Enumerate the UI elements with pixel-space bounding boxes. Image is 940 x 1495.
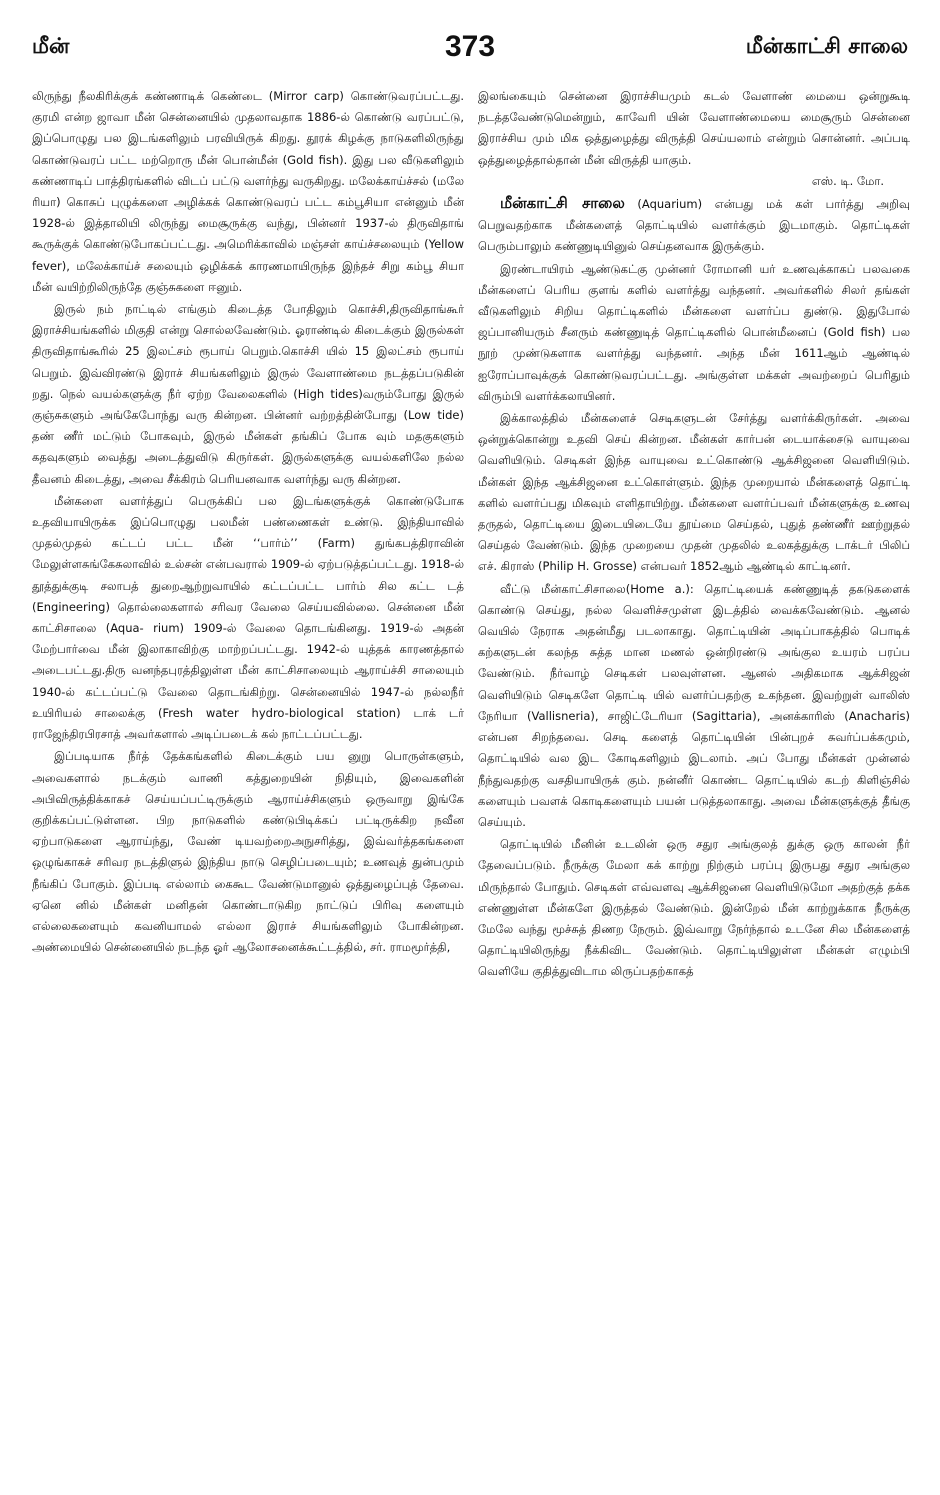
left-paragraph-1: லிருந்து நீலகிரிக்குக் கண்ணாடிக் கெண்டை (Mirror carp) கொண்டுவரப்பட்டது. குரமி என்ற ஜாவா மீன் சென்னையில் முதலாவதாக 1886-ல் கொண்டு வரப்பட்டு, இப்பொழுது பல இடங்களிலும் பரவியிருக் கிறது. தூரக் கிழக்கு நாடுகளிலிருந்து கொண்டுவரப் பட்ட மற்றொரு மீன் பொன்மீன் (Gold fish). இது பல வீடுகளிலும் கண்ணாடிப் பாத்திரங்களில் விடப் பட்டு வளர்ந்து வருகிறது. மலேக்காய்ச்சல் (மலே ரியா) கொசுப் புழுக்களை அழிக்கக் கொண்டுவரப் பட்ட கம்பூசியா என்னும் மீன் 1928-ல் இத்தாலியி லிருந்து மைசூருக்கு வந்து, பின்னர் 1937-ல் திருவிதாங் கூருக்குக் கொண்டுபோகப்பட்டது. அமெரிக்காவில் மஞ்சள் காய்ச்சலையும் (Yellow fever), மலேக்காய்ச் சலையும் ஒழிக்கக் காரணமாயிருந்த இந்தச் சிறு கம்பூ சியா மீன் வயிற்றிலிருந்தே குஞ்சுகளை ஈனும். xyxy=(32,89,464,294)
right-paragraph-4: தொட்டியில் மீனின் உடலின் ஒரு சதுர அங்குலத் துக்கு ஒரு காலன் நீர் தேவைப்படும். நீருக்கு மேலா கக் காற்று நிற்கும் பரப்பு இருபது சதுர அங்குல மிருந்தால் போதும். செடிகள் எவ்வளவு ஆக்சிஜனை வெளியிடுமோ அதற்குத் தக்க எண்ணுள்ள மீன்களே இருத்தல் வேண்டும். இன்றேல் மீன் காற்றுக்காக நீருக்கு மேலே வந்து மூச்சுத் திணற நேரும். இவ்வாறு நேர்ந்தால் உடனே சில மீன்களைத் தொட்டியிலிருந்து நீக்கிவிட வேண்டும். தொட்டியிலுள்ள மீன்கள் எழும்பி வெளியே குதித்துவிடாம லிருப்பதற்காகத் xyxy=(478,837,910,979)
header-right-keyword: மீன்காட்சி சாலை xyxy=(745,34,908,58)
right-column xyxy=(478,86,910,1487)
continuation-text: இலங்கையும் சென்னை இராச்சியமும் கடல் வேளாண் மையை ஒன்றுகூடி நடத்தவேண்டுமென்றும், காவேரி யின் வேளாண்மையை மைசூரும் சென்னை இராச்சிய மும் மிக ஒத்துழைத்து விருத்தி செய்யலாம் என்றும் சொன்னர். அப்படி ஒத்துழைத்தால்தான் மீன் விருத்தி யாகும். xyxy=(478,89,910,167)
entry-heading: மீன்காட்சி சாலை xyxy=(500,194,625,213)
right-paragraph-1: இரண்டாயிரம் ஆண்டுகட்கு முன்னர் ரோமானி யர் உணவுக்காகப் பலவகை மீன்களைப் பெரிய குளங் களில் வளர்த்து வந்தனர். அவர்களில் சிலர் தங்கள் வீடுகளிலும் சிறிய தொட்டிகளில் மீன்களை வளர்ப்ப துண்டு. இதுபோல் ஜப்பானியரும் சீனரும் கண்ணுடித் தொட்டிகளில் பொன்மீனைப் (Gold fish) பல நூற் முண்டுகளாக வளர்த்து வந்தனர். அந்த மீன் 1611ஆம் ஆண்டில் ஐரோப்பாவுக்குக் கொண்டுவரப்பட்டது. அங்குள்ள மக்கள் அவற்றைப் பெரிதும் விரும்பி வளர்க்கலாயினர். xyxy=(478,261,910,403)
running-head xyxy=(32,30,908,70)
author-initials: எஸ். டி. மோ. xyxy=(811,173,884,188)
entry-intro-text: (Aquarium) என்பது மக் கள் பார்த்து அறிவு பெறுவதற்காக மீன்களைத் தொட்டியில் வளர்க்கும் இடமாகும். தொட்டிகள் பெரும்பாலும் கண்ணுடியினுல் செய்தனவாக இருக்கும். xyxy=(478,197,910,254)
text-columns xyxy=(32,86,910,1487)
left-paragraph-3: மீன்களை வளர்த்துப் பெருக்கிப் பல இடங்களுக்குக் கொண்டுபோக உதவியாயிருக்க இப்பொழுது பலமீன் பண்ணைகள் உண்டு. இந்தியாவில் முதல்முதல் கட்டப் பட்ட மீன் ‘‘பார்ம்’’ (Farm) துங்கபத்திராவின் மேலுள்ளசுங்கேசுலாவில் உல்சன் என்பவரால் 1909-ல் ஏற்படுத்தப்பட்டது. 1918-ல் தூத்துக்குடி சலாபத் துறைஆற்றுவாயில் கட்டப்பட்ட பார்ம் சில கட்ட டத் (Engineering) தொல்லைகளால் சரிவர வேலை செய்யவில்லை. சென்னை மீன் காட்சிசாலை (Aqua- rium) 1909-ல் வேலை தொடங்கினது. 1919-ல் அதன் மேற்பார்வை மீன் இலாகாவிற்கு மாற்றப்பட்டது. 1942-ல் யுத்தக் காரணத்தால் அடைபட்டது.திரு வனந்தபுரத்திலுள்ள மீன் காட்சிசாலையும் ஆராய்ச்சி சாலையும் 1940-ல் கட்டப்பட்டு வேலை தொடங்கிற்று. சென்னையில் 1947-ல் நல்லநீர் உயிரியல் சாலைக்கு (Fresh water hydro-biological station) டாக் டர் ராஜேந்திரபிரசாத் அவர்களால் அடிப்படைக் கல் நாட்டப்பட்டது. xyxy=(32,493,464,742)
left-paragraph-4: இப்படியாக நீர்த் தேக்கங்களில் கிடைக்கும் பய னுறு பொருள்களும், அவைகளால் நடக்கும் வாணி கத்துறையின் நிதியும், இவைகளின் அபிவிருத்திக்காகச் செய்யப்பட்டிருக்கும் ஆராய்ச்சிகளும் ஒருவாறு இங்கே குறிக்கப்பட்டுள்ளன. பிற நாடுகளில் கண்டுபிடிக்கப் பட்டிருக்கிற நவீன ஏற்பாடுகளை ஆராய்ந்து, வேண் டியவற்றைஅநுசரித்து, இவ்வர்த்தகங்களை ஒழுங்காகச் சரிவர நடத்திளுல் இந்திய நாடு செழிப்படையும்; உணவுத் துன்பமும் நீங்கிப் போகும். இப்படி எல்லாம் கைகூட வேண்டுமானுல் ஒத்துழைப்புத் தேவை. ஏனெ னில் மீன்கள் மனிதன் கொண்டாடுகிற நாட்டுப் பிரிவு களையும் எல்லைகளையும் கவனியாமல் எல்லா இராச் சியங்களிலும் போகின்றன. அண்மையில் சென்னையில் நடந்த ஓர் ஆலோசனைக்கூட்டத்தில், சர். ராமமூர்த்தி, xyxy=(32,749,464,955)
right-continuation-paragraph xyxy=(478,86,910,192)
right-paragraph-2: இக்காலத்தில் மீன்களைச் செடிகளுடன் சேர்த்து வளர்க்கிருர்கள். அவை ஒன்றுக்கொன்று உதவி செய் கின்றன. மீன்கள் கார்பன் டையாக்சைடு வாயுவை வெளியிடும். செடிகள் இந்த வாயுவை உட்கொண்டு ஆக்சிஜனை வெளியிடும். மீன்கள் இந்த ஆக்சிஜனை உட்கொள்ளும். இந்த முறையால் மீன்களைத் தொட்டி களில் வளர்ப்பது மிகவும் எளிதாயிற்று. மீன்களை வளர்ப்பவர் மீன்களுக்கு உணவு தருதல், தொட்டியை இடையிடையே தூய்மை செய்தல், புதுத் தண்ணீர் ஊற்றுதல் செய்தல் வேண்டும். இந்த முறையை முதன் முதலில் உலகத்துக்கு டாக்டர் பிலிப் எச். கிராஸ் (Philip H. Grosse) என்பவர் 1852ஆம் ஆண்டில் காட்டினர். xyxy=(478,411,910,574)
aquarium-entry-intro xyxy=(478,193,910,258)
header-left-keyword: மீன் xyxy=(32,34,70,58)
left-paragraph-2: இருல் நம் நாட்டில் எங்கும் கிடைத்த போதிலும் கொச்சி,திருவிதாங்கூர் இராச்சியங்களில் மிகுதி என்று சொல்லவேண்டும். ஓராண்டில் கிடைக்கும் இருல்கள் திருவிதாங்கூரில் 25 இலட்சம் ரூபாய் பெறும்.கொச்சி யில் 15 இலட்சம் ரூபாய் பெறும். இவ்விரண்டு இராச் சியங்களிலும் இருல் வேளாண்மை நடத்தப்படுகின் றது. நெல் வயல்களுக்கு நீர் ஏற்ற வேலைகளில் (High tides)வரும்போது இருல் குஞ்சுகளும் அங்கேபோந்து வரு கின்றன. பின்னர் வற்றத்தின்போது (Low tide) தண் ணீர் மட்டும் போகவும், இருல் மீன்கள் தங்கிப் போக வும் மதகுகளும் கதவுகளும் வைத்து அடைத்துவிடு கிருர்கள். இருல்களுக்கு வயல்களிலே நல்ல தீவனம் கிடைத்து, அவை சீக்கிரம் பெரியனவாக வளர்ந்து வரு கின்றன. xyxy=(32,302,464,486)
right-paragraph-3: வீட்டு மீன்காட்சிசாலை(Home a.): தொட்டியைக் கண்ணுடித் தகடுகளைக் கொண்டு செய்து, நல்ல வெளிச்சமுள்ள இடத்தில் வைக்கவேண்டும். ஆனல் வெயில் நேராக அதன்மீது படலாகாது. தொட்டியின் அடிப்பாகத்தில் பொடிக் கற்களுடன் கலந்த சுத்த மான மணல் ஒன்றிரண்டு அங்குல உயரம் பரப்ப வேண்டும். நீர்வாழ் செடிகள் பலவுள்ளன. ஆனல் அதிகமாக ஆக்சிஜன் வெளியிடும் செடிகளே தொட்டி யில் வளர்ப்பதற்கு உகந்தன. இவற்றுள் வாலிஸ் நேரியா (Vallisneria), சாஜிட்டேரியா (Sagittaria), அனக்காரிஸ் (Anacharis) என்பன சிறந்தவை. செடி களைத் தொட்டியின் பின்புறச் சுவர்ப்பக்கமும், தொட்டியில் வல இட கோடிகளிலும் இடலாம். அப் போது மீன்கள் முன்னல் நீந்துவதற்கு வசதியாயிருக் கும். நன்னீர் கொண்ட தொட்டியில் கடற் கிளிஞ்சில் களையும் பவளக் கொடிகளையும் பயன் படுத்தலாகாது. அவை மீன்களுக்குத் தீங்கு செய்யும். xyxy=(478,581,910,829)
page-number: 373 xyxy=(444,30,496,63)
left-column xyxy=(32,86,464,1487)
